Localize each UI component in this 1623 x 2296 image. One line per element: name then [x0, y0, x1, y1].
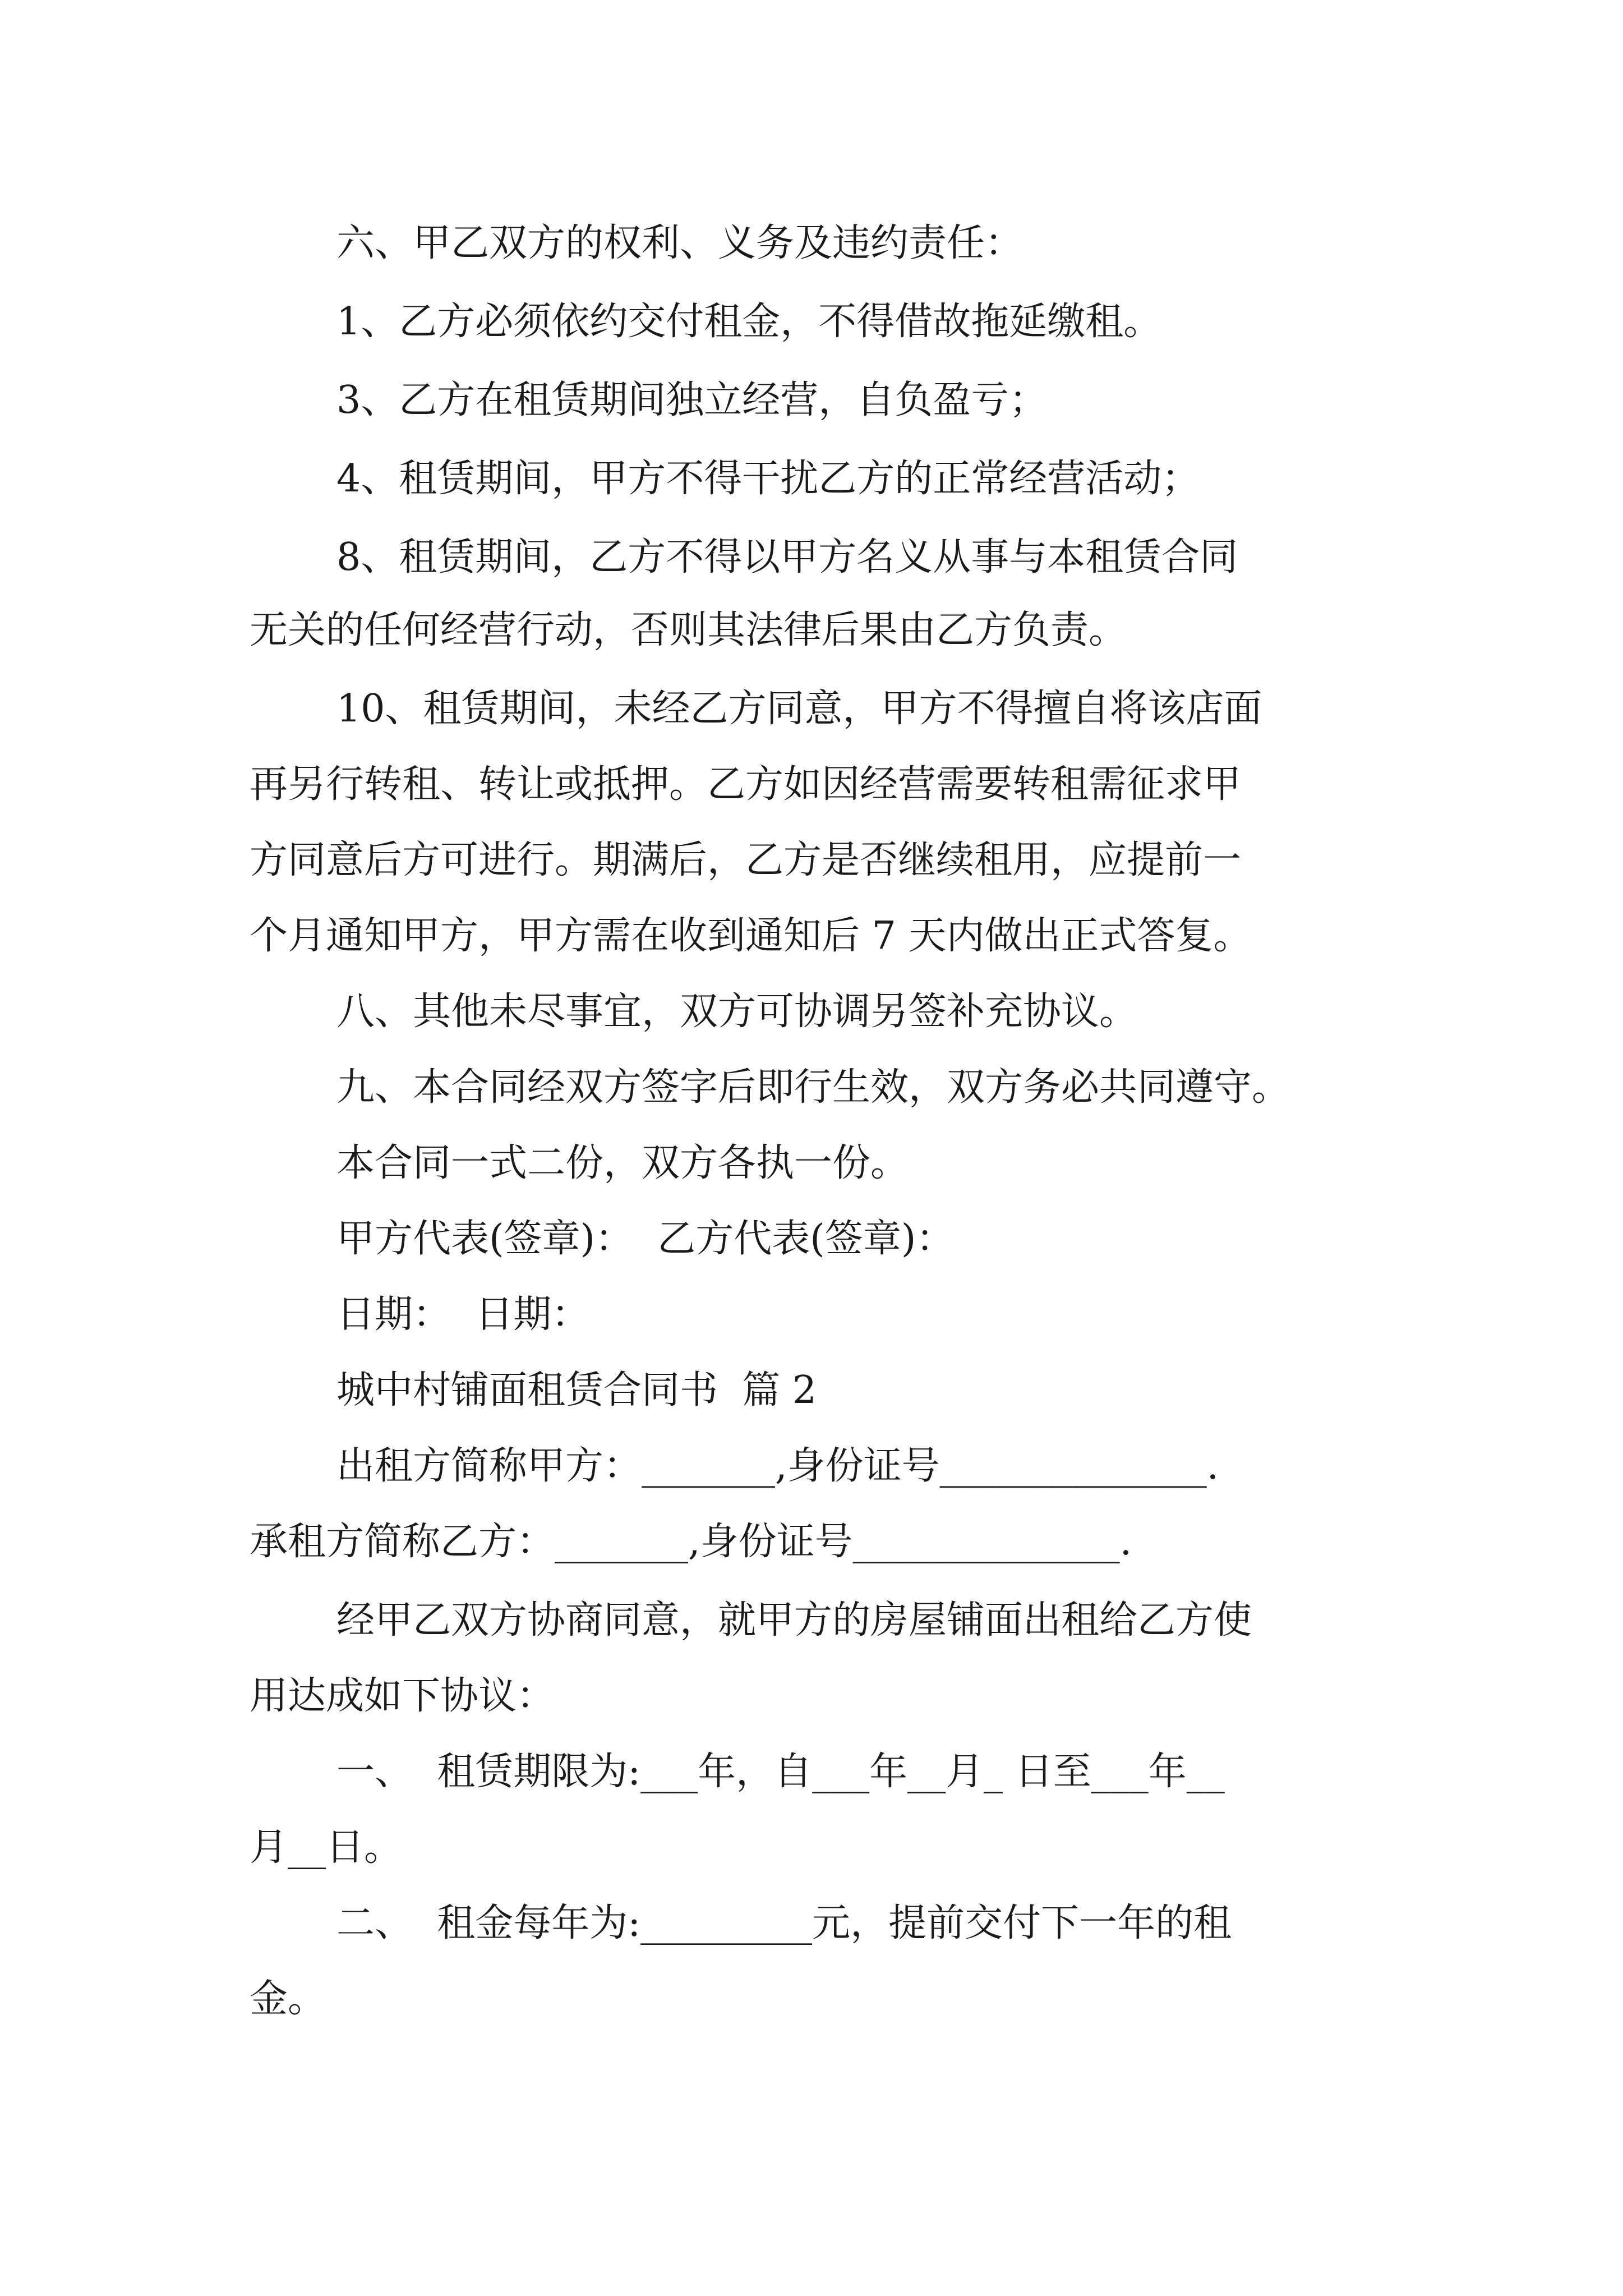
section-eight: 八、其他未尽事宜，双方可协调另签补充协议。 — [336, 990, 1138, 1034]
lessee-line: 承租方简称乙方：_______,身份证号______________. — [250, 1520, 1132, 1564]
clause-10-line-2: 再另行转租、转让或抵押。乙方如因经营需要转租需征求甲 — [250, 762, 1242, 807]
rent-clause-line-2: 金。 — [250, 1977, 326, 2021]
clause-4: 4、租赁期间，甲方不得干扰乙方的正常经营活动； — [336, 457, 1200, 501]
clause-3: 3、乙方在租赁期间独立经营，自负盈亏； — [336, 378, 1048, 422]
clause-10-line-4: 个月通知甲方，甲方需在收到通知后 7 天内做出正式答复。 — [250, 914, 1252, 958]
term-clause-line-2: 月__日。 — [250, 1825, 403, 1870]
term-clause-line-1: 一、 租赁期限为:___年，自___年__月_ 日至___年__ — [336, 1750, 1225, 1794]
rent-clause-line-1: 二、 租金每年为:_________元，提前交付下一年的租 — [336, 1901, 1232, 1945]
clause-8-line-1: 8、租赁期间，乙方不得以甲方名义从事与本租赁合同 — [336, 535, 1238, 579]
clause-1: 1、乙方必须依约交付租金，不得借故拖延缴租。 — [336, 300, 1162, 344]
agreement-intro-line-1: 经甲乙双方协商同意，就甲方的房屋铺面出租给乙方使 — [336, 1598, 1252, 1642]
clause-8-line-2: 无关的任何经营行动，否则其法律后果由乙方负责。 — [250, 608, 1127, 652]
section-six-heading: 六、甲乙双方的权利、义务及违约责任： — [336, 221, 1023, 265]
contract-2-title: 城中村铺面租赁合同书 篇 2 — [336, 1368, 817, 1412]
copies-statement: 本合同一式二份，双方各执一份。 — [336, 1141, 909, 1185]
clause-10-line-3: 方同意后方可进行。期满后，乙方是否继续租用，应提前一 — [250, 838, 1242, 882]
clause-10-line-1: 10、租赁期间，未经乙方同意，甲方不得擅自将该店面 — [336, 687, 1262, 731]
section-nine: 九、本合同经双方签字后即行生效，双方务必共同遵守。 — [336, 1065, 1290, 1110]
lessor-line: 出租方简称甲方：_______,身份证号______________. — [336, 1444, 1219, 1488]
signature-line: 甲方代表(签章)： 乙方代表(签章)： — [336, 1217, 955, 1261]
date-line: 日期： 日期： — [336, 1292, 590, 1337]
agreement-intro-line-2: 用达成如下协议： — [250, 1674, 555, 1718]
